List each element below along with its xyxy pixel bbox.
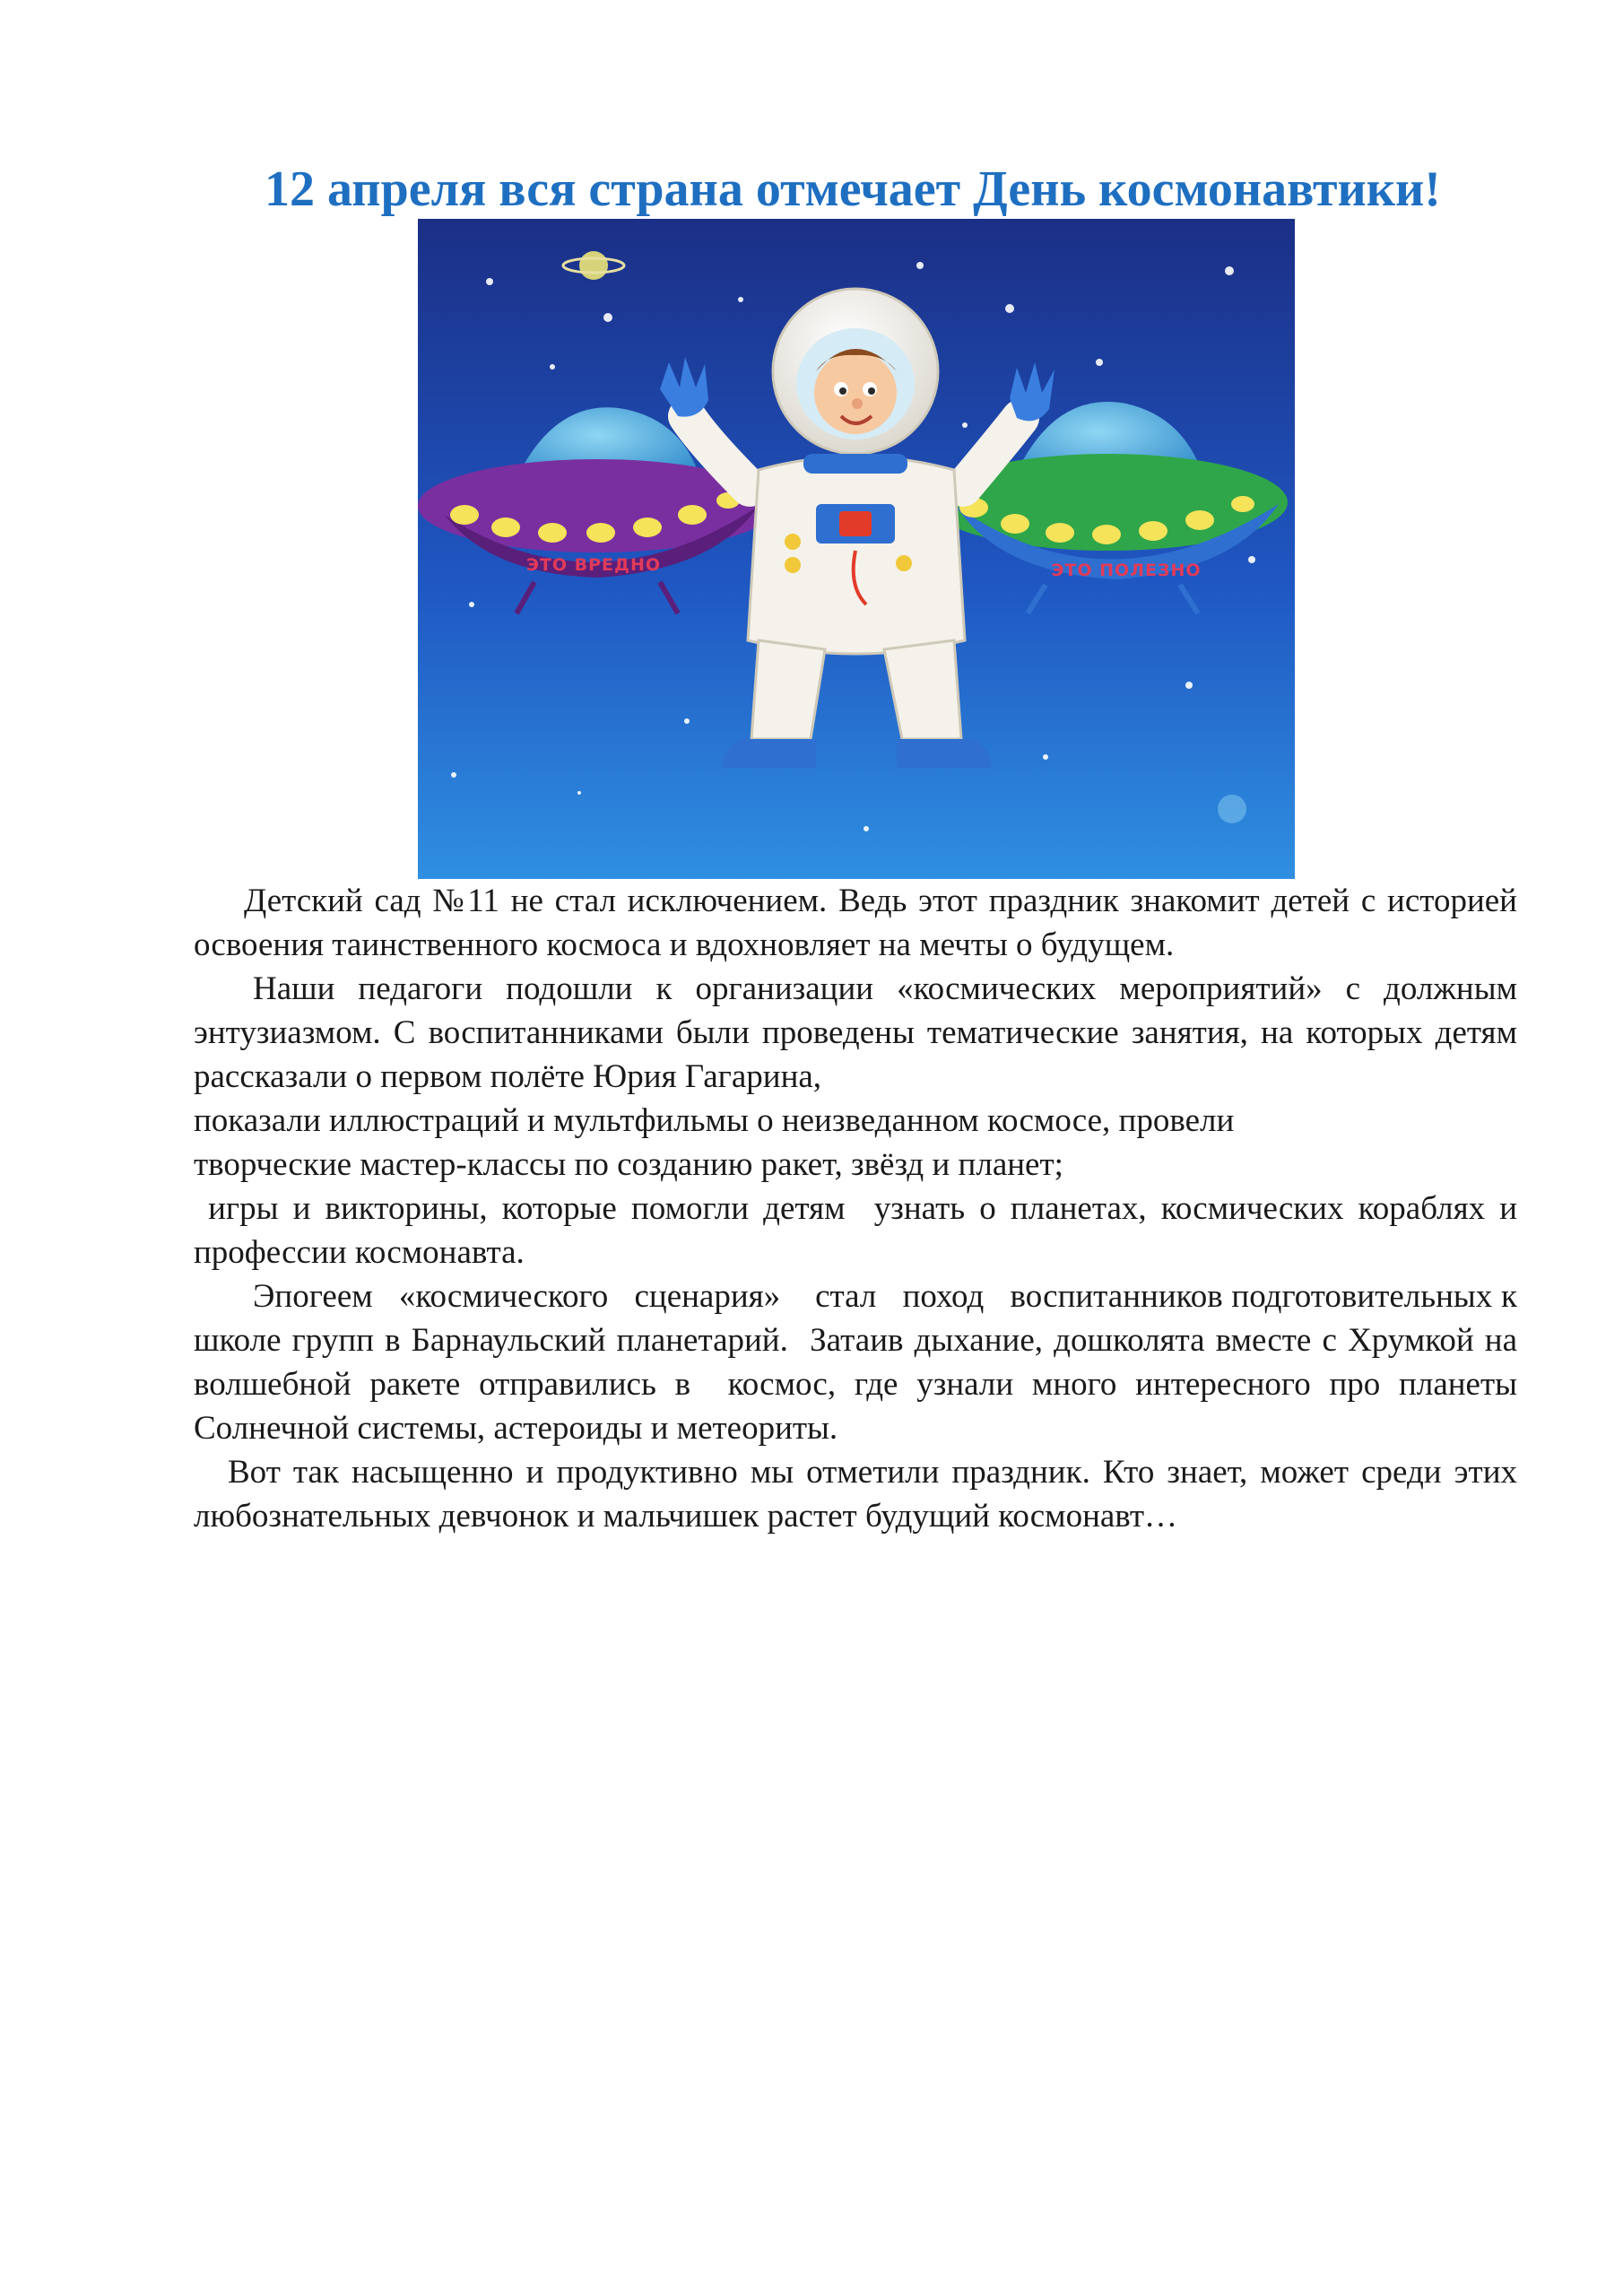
ufo-right-caption: ЭТО ПОЛЕЗНО [1051, 561, 1202, 580]
article-body [194, 879, 1526, 1538]
paragraph: Вот так насыщенно и продуктивно мы отметили праздник. Кто знает, может среди этих любознательных девчонок и мальчишек растет будущий космонавт… [194, 1454, 1517, 1535]
paragraph: показали иллюстраций и мультфильмы о неизведанном космосе, провели [194, 1102, 1235, 1139]
paragraph: Наши педагоги подошли к организации «космических мероприятий» с должным энтузиазмом. С воспитанниками были проведены тематические занятия, на которых детям рассказали о первом полёте Юрия Гагарина, [194, 970, 1517, 1095]
paragraph: Детский сад №11 не стал исключением. Ведь этот праздник знакомит детей с историей освоения таинственного космоса и вдохновляет на мечты о будущем. [194, 883, 1517, 963]
paragraph: Эпогеем «космического сценария» стал поход воспитанников подготовительных к школе групп в Барнаульский планетарий. Затаив дыхание, дошколята вместе с Хрумкой на волшебной ракете отправились в космос, где узнали много интересного про планеты Солнечной системы, астероиды и метеориты. [194, 1278, 1526, 1447]
ufo-left-caption: ЭТО ВРЕДНО [525, 555, 662, 575]
paragraph: игры и викторины, которые помогли детям узнать о планетах, космических кораблях и профессии космонавта. [194, 1190, 1526, 1271]
space-scene [418, 219, 1295, 879]
moon-icon [1218, 795, 1246, 823]
page-title: 12 апреля вся страна отмечает День космонавтики! [265, 161, 1441, 217]
paragraph: творческие мастер-классы по созданию ракет, звёзд и планет; [194, 1146, 1063, 1183]
cosmonaut-illustration [418, 219, 1295, 879]
